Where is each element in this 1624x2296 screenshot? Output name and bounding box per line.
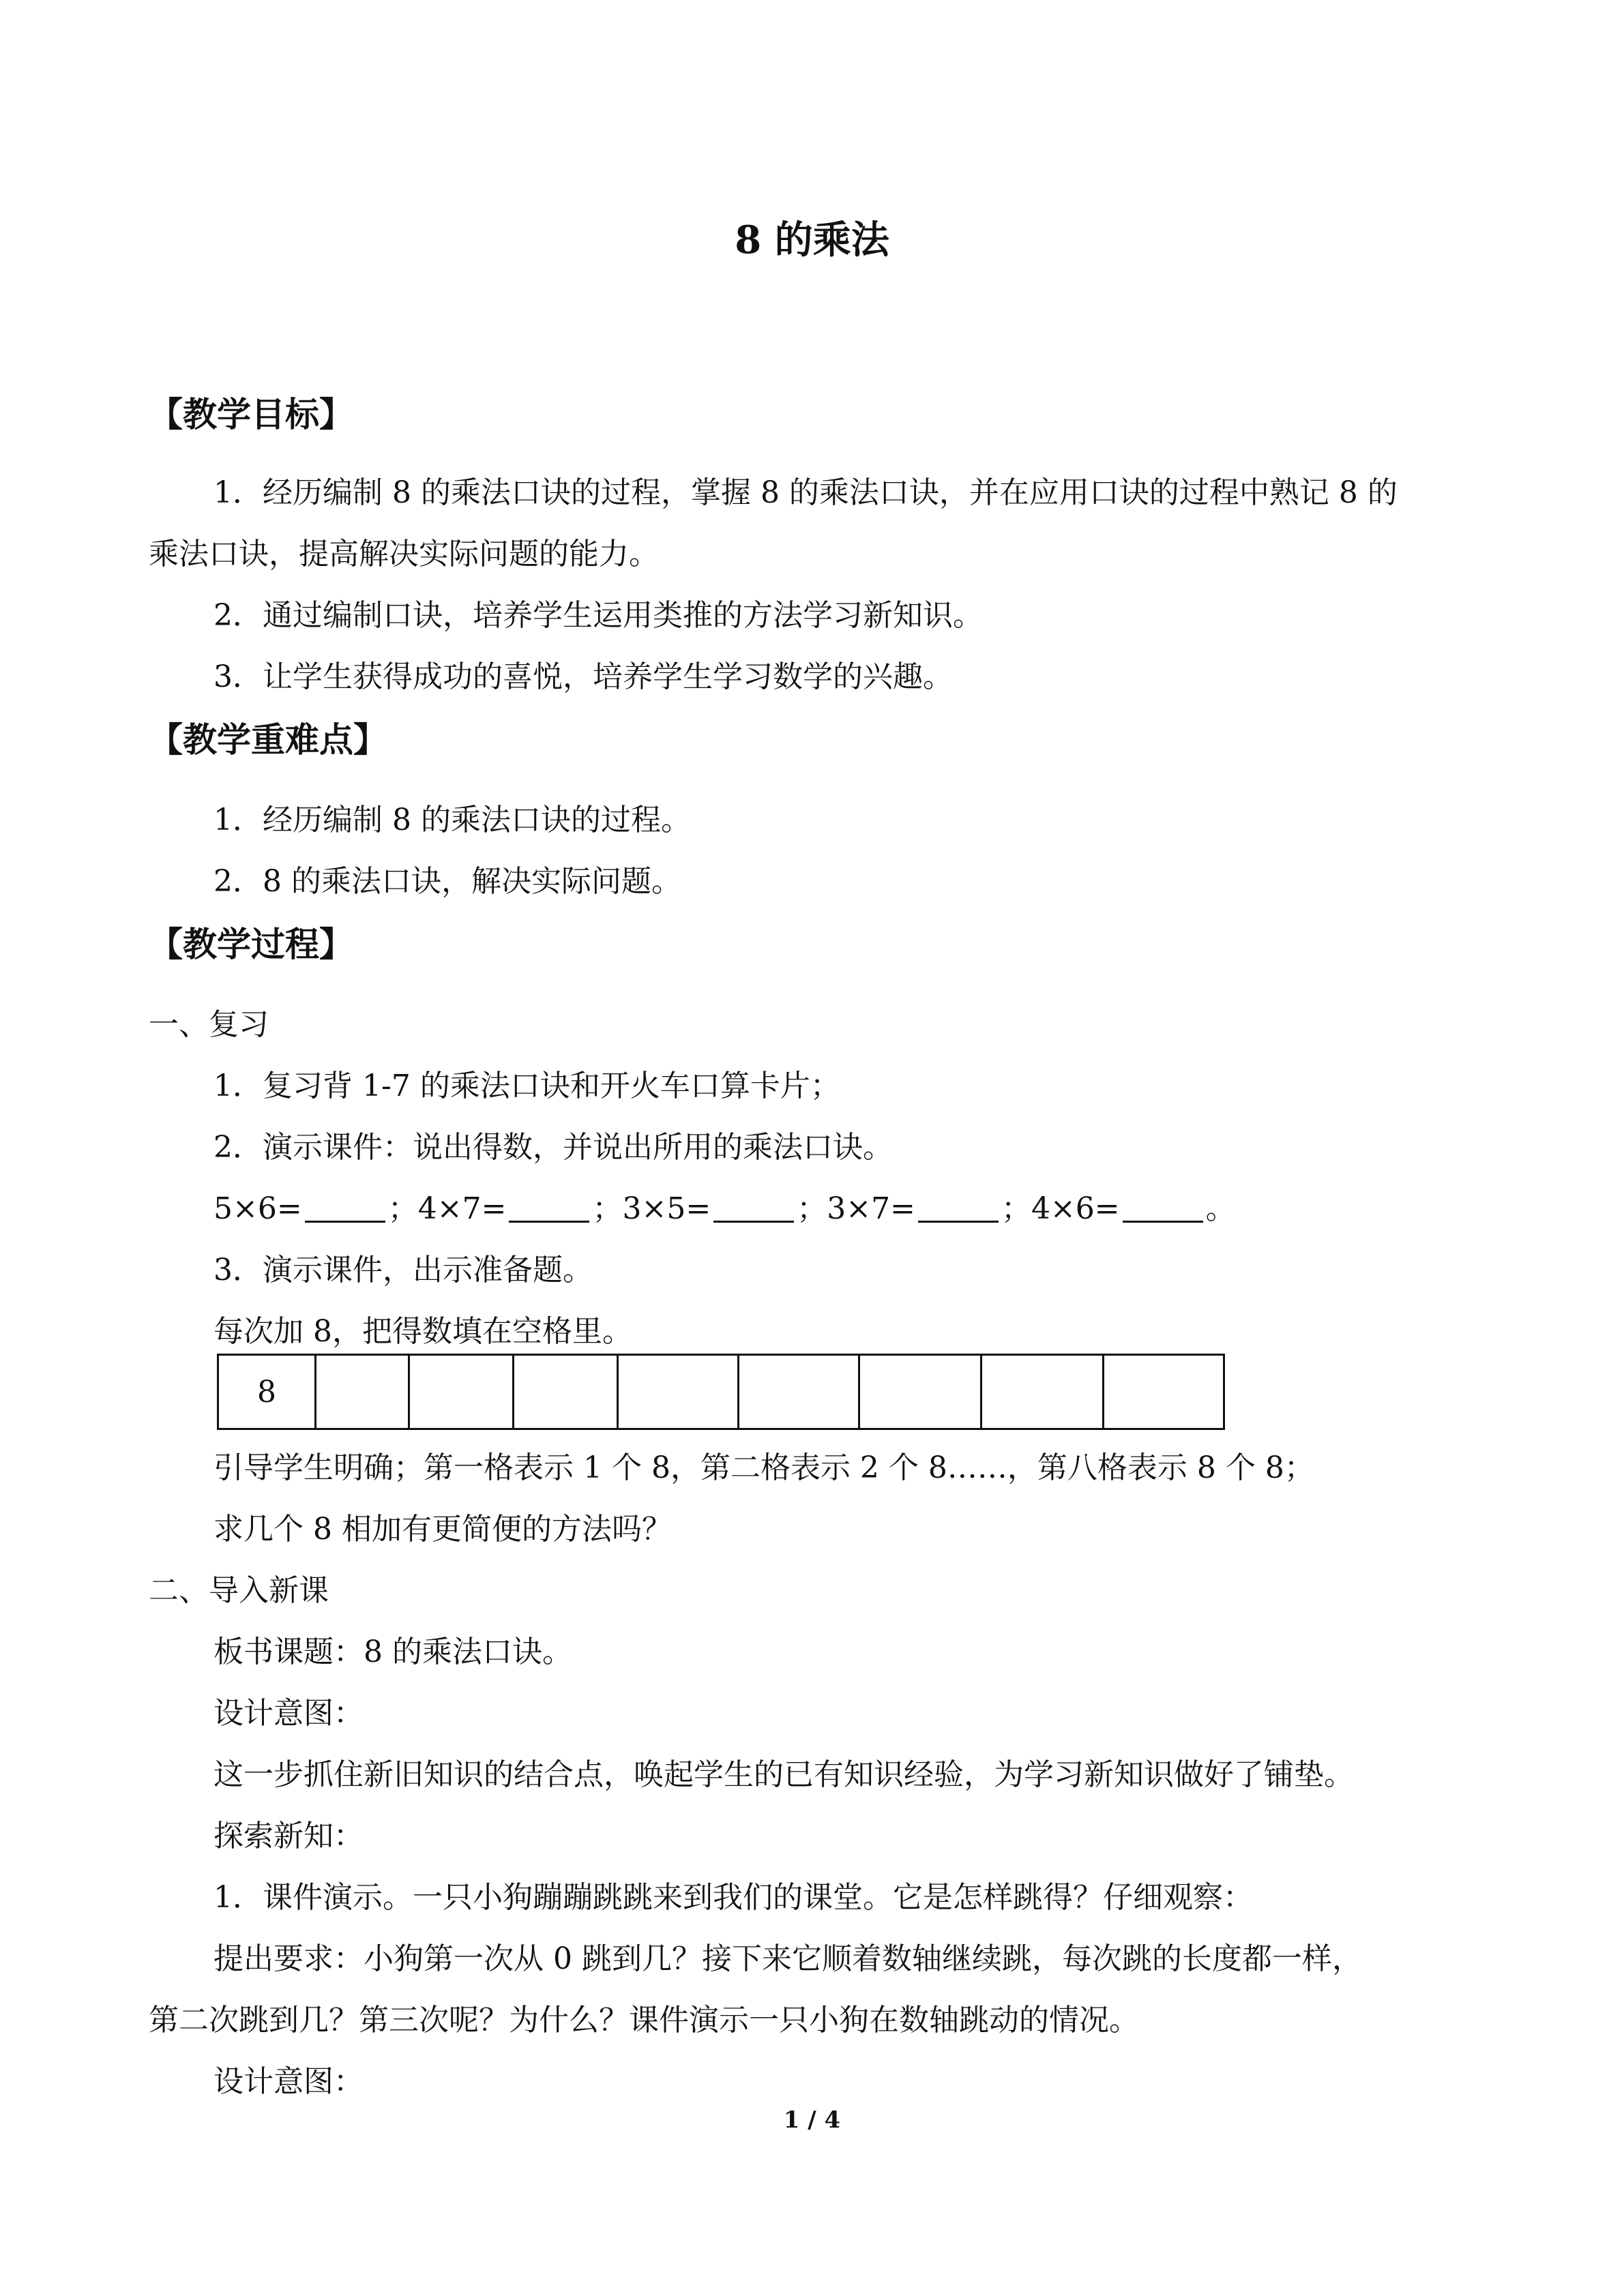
- answer-blank[interactable]: [305, 1193, 385, 1223]
- request-line-1: 提出要求：小狗第一次从 0 跳到几？接下来它顺着数轴继续跳，每次跳的长度都一样，: [213, 1941, 1362, 1976]
- request-line-2: 第二次跳到几？第三次呢？为什么？课件演示一只小狗在数轴跳动的情况。: [149, 2003, 1139, 2038]
- answer-blank[interactable]: [509, 1193, 589, 1223]
- exercise-2: 4×7= ；: [417, 1191, 623, 1226]
- key-point-1: 1．经历编制 8 的乘法口诀的过程。: [213, 803, 691, 837]
- grid-cell-7[interactable]: [859, 1355, 981, 1429]
- exercise-5: 4×6= 。: [1031, 1191, 1236, 1226]
- exercise-row: [213, 1189, 1236, 1229]
- grid-cell-5[interactable]: [618, 1355, 739, 1429]
- section-new-lesson: 二、导入新课: [149, 1573, 329, 1608]
- page-title: 8 的乘法: [735, 218, 889, 263]
- objective-2: 2．通过编制口诀，培养学生运用类推的方法学习新知识。: [213, 598, 983, 633]
- guide-question: 求几个 8 相加有更简便的方法吗？: [213, 1512, 672, 1547]
- heading-key-points: 【教学重难点】: [149, 719, 387, 760]
- exercise-1: 5×6= ；: [213, 1191, 418, 1226]
- answer-blank[interactable]: [918, 1193, 999, 1223]
- grid-cell-9[interactable]: [1104, 1355, 1224, 1429]
- board-title: 板书课题：8 的乘法口诀。: [213, 1635, 572, 1669]
- grid-cell-6[interactable]: [739, 1355, 859, 1429]
- guide-text: 引导学生明确；第一格表示 1 个 8，第二格表示 2 个 8……，第八格表示 8 个 8；: [213, 1450, 1314, 1485]
- section-review: 一、复习: [149, 1007, 269, 1042]
- review-item-3: 3．演示课件，出示准备题。: [213, 1253, 593, 1287]
- grid-cell-2[interactable]: [316, 1355, 409, 1429]
- grid-cell-8[interactable]: [981, 1355, 1104, 1429]
- explore-label: 探索新知：: [213, 1819, 364, 1853]
- exercise-4: 3×7= ；: [827, 1191, 1031, 1226]
- key-point-2: 2．8 的乘法口诀，解决实际问题。: [213, 864, 681, 899]
- answer-blank[interactable]: [713, 1193, 794, 1223]
- exercise-3: 3×5= ；: [622, 1191, 827, 1226]
- grid-instruction: 每次加 8，把得数填在空格里。: [213, 1314, 632, 1349]
- answer-blank[interactable]: [1123, 1193, 1203, 1223]
- add-eight-grid: [217, 1354, 1225, 1430]
- review-item-2: 2．演示课件：说出得数，并说出所用的乘法口诀。: [213, 1130, 893, 1165]
- grid-cell-4[interactable]: [514, 1355, 618, 1429]
- design-intent-text: 这一步抓住新旧知识的结合点，唤起学生的已有知识经验，为学习新知识做好了铺垫。: [213, 1757, 1354, 1792]
- heading-objectives: 【教学目标】: [149, 394, 353, 434]
- objective-3: 3．让学生获得成功的喜悦，培养学生学习数学的兴趣。: [213, 659, 953, 694]
- page-number: 1 / 4: [783, 2106, 841, 2134]
- review-item-1: 1．复习背 1-7 的乘法口诀和开火车口算卡片；: [213, 1069, 840, 1103]
- heading-process: 【教学过程】: [149, 924, 353, 964]
- objective-1-line-2: 乘法口诀，提高解决实际问题的能力。: [149, 537, 659, 571]
- objective-1-line-1: 1．经历编制 8 的乘法口诀的过程，掌握 8 的乘法口诀，并在应用口诀的过程中熟记 8 的: [213, 475, 1398, 510]
- demo-text: 1．课件演示。一只小狗蹦蹦跳跳来到我们的课堂。它是怎样跳得？仔细观察：: [213, 1880, 1253, 1915]
- grid-cell-3[interactable]: [409, 1355, 514, 1429]
- grid-row: [218, 1355, 1224, 1429]
- grid-cell-1: 8: [218, 1355, 316, 1429]
- design-intent-label-2: 设计意图：: [213, 2064, 364, 2099]
- design-intent-label-1: 设计意图：: [213, 1696, 364, 1731]
